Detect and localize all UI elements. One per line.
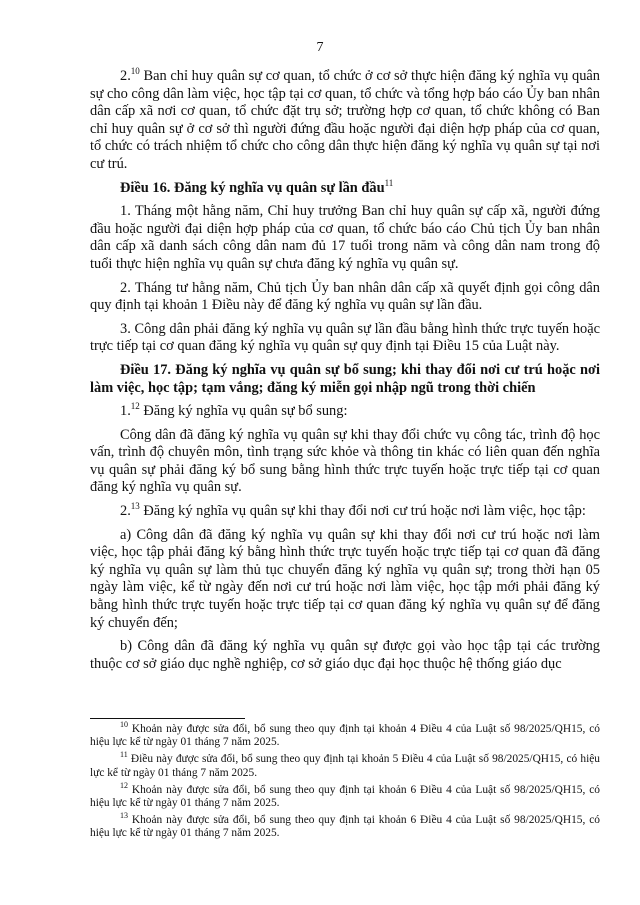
paragraph-text: Đăng ký nghĩa vụ quân sự bổ sung:: [139, 403, 348, 420]
footnotes-section: [90, 720, 600, 845]
footnote-text: Khoản này được sửa đổi, bổ sung theo quy định tại khoản 6 Điều 4 của Luật số 98/2025/QH15, có hiệu lực kể từ ngày 01 tháng 7 năm 2025.: [90, 814, 600, 840]
footnote-ref[interactable]: 10: [130, 66, 140, 77]
document-body: [90, 68, 600, 679]
paragraph-16-3: 3. Công dân phải đăng ký nghĩa vụ quân sự lần đầu bằng hình thức trực tuyến hoặc trực tiếp tại cơ quan đăng ký nghĩa vụ quân sự quy định tại Điều 15 của Luật này.: [90, 320, 600, 355]
heading-text: Điều 16. Đăng ký nghĩa vụ quân sự lần đầu: [120, 179, 385, 196]
footnote-ref[interactable]: 13: [130, 501, 140, 512]
paragraph-16-1: 1. Tháng một hằng năm, Chỉ huy trưởng Ban chỉ huy quân sự cấp xã, người đứng đầu hoặc người đại diện hợp pháp của cơ quan, tổ chức báo cáo Chủ tịch Ủy ban nhân dân cấp xã danh sách công dân nam đủ 17 tuổi trong năm và công dân nam trong độ tuổi thực hiện nghĩa vụ quân sự chưa đăng ký nghĩa vụ quân sự.: [90, 203, 600, 272]
article-17-heading: Điều 17. Đăng ký nghĩa vụ quân sự bổ sung; khi thay đổi nơi cư trú hoặc nơi làm việc, học tập; tạm vắng; đăng ký miễn gọi nhập ngũ trong thời chiến: [90, 361, 600, 396]
paragraph-text: Đăng ký nghĩa vụ quân sự khi thay đổi nơi cư trú hoặc nơi làm việc, học tập:: [139, 503, 586, 520]
paragraph-17-2-a: a) Công dân đã đăng ký nghĩa vụ quân sự khi thay đổi nơi cư trú hoặc nơi làm việc, học tập phải đăng ký bằng hình thức trực tuyến hoặc trực tiếp tại cơ quan đã đăng ký nghĩa vụ quân sự làm thủ tục chuyển đăng ký nghĩa vụ quân sự; trong thời hạn 05 ngày làm việc, kể từ ngày đến nơi cư trú hoặc nơi làm việc, học tập mới phải đăng ký bằng hình thức trực tuyến hoặc trực tiếp tại cơ quan đăng ký nghĩa vụ quân sự để đăng ký chuyển đến;: [90, 526, 600, 631]
footnote-text: Khoản này được sửa đổi, bổ sung theo quy định tại khoản 6 Điều 4 của Luật số 98/2025/QH15, có hiệu lực kể từ ngày 01 tháng 7 năm 2025.: [90, 783, 600, 810]
footnote-11: [90, 750, 600, 779]
paragraph-17-2: [90, 503, 600, 521]
clause-number: 2.: [120, 68, 131, 84]
footnote-13: [90, 811, 600, 840]
footnote-number: 12: [120, 781, 128, 791]
footnote-ref[interactable]: 12: [130, 401, 140, 412]
footnote-number: 11: [120, 750, 128, 760]
clause-number: 2.: [120, 503, 131, 520]
paragraph-text: Ban chỉ huy quân sự cơ quan, tổ chức ở cơ sở thực hiện đăng ký nghĩa vụ quân sự cho công dân làm việc, học tập tại cơ quan, tổ chức và tổng hợp báo cáo Ủy ban nhân dân cấp xã nơi cơ quan, tổ chức đặt trụ sở; trường hợp cơ quan, tổ chức không có Ban chỉ huy quân sự ở cơ sở thì người đứng đầu hoặc người đại diện hợp pháp của cơ quan, tổ chức có trách nhiệm tổ chức cho công dân thực hiện đăng ký nghĩa vụ quân sự tại nơi cư trú.: [90, 68, 600, 172]
footnote-number: 10: [120, 720, 128, 730]
clause-number: 1.: [120, 403, 131, 420]
paragraph-17-1: [90, 403, 600, 421]
article-16-heading: [90, 177, 600, 198]
footnote-10: [90, 720, 600, 749]
footnote-ref[interactable]: 11: [384, 177, 394, 188]
footnote-12: [90, 781, 600, 810]
footnote-number: 13: [120, 811, 128, 821]
paragraph-17-2-b: b) Công dân đã đăng ký nghĩa vụ quân sự được gọi vào học tập tại các trường thuộc cơ sở giáo dục nghề nghiệp, cơ sở giáo dục đại học thuộc hệ thống giáo dục: [90, 638, 600, 672]
paragraph-2-chi-huy: [90, 68, 600, 174]
footnote-divider: [90, 718, 245, 719]
page-number: 7: [316, 40, 324, 55]
footnote-text: Điều này được sửa đổi, bổ sung theo quy định tại khoản 5 Điều 4 của Luật số 98/2025/QH15, có hiệu lực kể từ ngày 01 tháng 7 năm 2025.: [90, 753, 600, 779]
paragraph-17-1-body: Công dân đã đăng ký nghĩa vụ quân sự khi thay đổi chức vụ công tác, trình độ học vấn, trình độ chuyên môn, tình trạng sức khỏe và thông tin khác có liên quan đến nghĩa vụ quân sự phải đăng ký bổ sung bằng hình thức trực tuyến hoặc trực tiếp tại cơ quan đăng ký nghĩa vụ quân sự.: [90, 426, 600, 496]
paragraph-16-2: 2. Tháng tư hằng năm, Chủ tịch Ủy ban nhân dân cấp xã quyết định gọi công dân quy định tại khoản 1 Điều này để đăng ký nghĩa vụ quân sự lần đầu.: [90, 279, 600, 314]
footnote-text: Khoản này được sửa đổi, bổ sung theo quy định tại khoản 4 Điều 4 của Luật số 98/2025/QH15, có hiệu lực kể từ ngày 01 tháng 7 năm 2025.: [90, 723, 600, 749]
